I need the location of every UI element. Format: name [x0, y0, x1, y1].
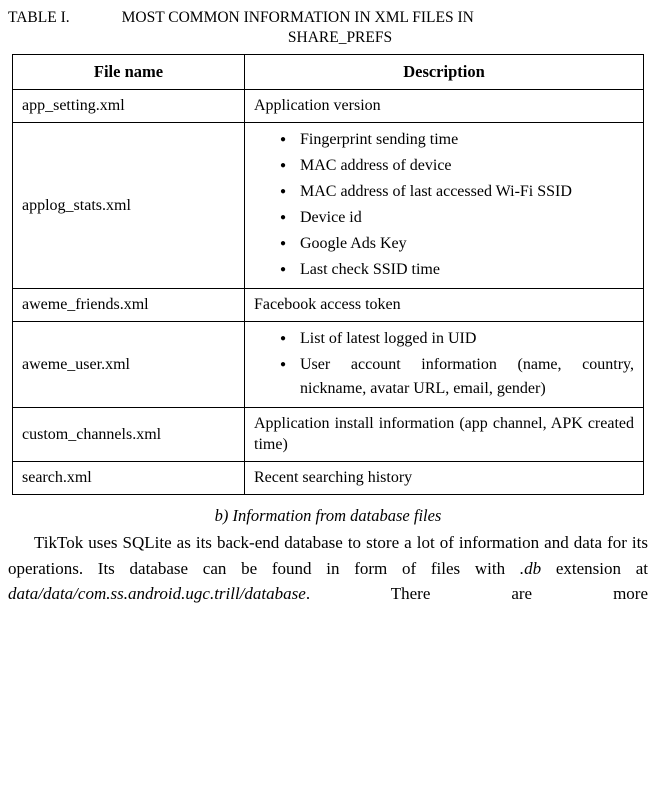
description-bullet-list: [254, 128, 634, 282]
table-header-row: [13, 55, 644, 90]
cell-file-name: applog_stats.xml: [13, 123, 245, 289]
list-item: ● MAC address of device: [280, 154, 634, 178]
xml-files-table: [12, 54, 644, 495]
cell-description: [245, 322, 644, 408]
cell-description: [245, 123, 644, 289]
table-row: [13, 408, 644, 462]
table-row: [13, 322, 644, 408]
cell-file-name: app_setting.xml: [13, 90, 245, 123]
list-item: ● List of latest logged in UID: [280, 327, 634, 351]
body-paragraph: [6, 530, 650, 607]
paragraph-text-part-1: TikTok uses SQLite as its back-end database to store a lot of information and data for its operations. Its database can be found in form of files with: [8, 533, 648, 578]
cell-description: Application install information (app channel, APK created time): [245, 408, 644, 462]
list-item: ● MAC address of last accessed Wi-Fi SSID: [280, 180, 634, 204]
description-bullet-list: [254, 327, 634, 401]
table-row: [13, 123, 644, 289]
cell-file-name: aweme_user.xml: [13, 322, 245, 408]
list-item: ● Google Ads Key: [280, 232, 634, 256]
list-item: ● Last check SSID time: [280, 258, 634, 282]
column-header-file-name: File name: [13, 55, 245, 90]
paragraph-italic-path: data/data/com.ss.android.ugc.trill/database: [8, 584, 306, 603]
column-header-description: Description: [245, 55, 644, 90]
table-caption-title: MOST COMMON INFORMATION IN XML FILES IN: [121, 9, 474, 26]
table-row: [13, 90, 644, 123]
table-row: [13, 462, 644, 495]
cell-file-name: aweme_friends.xml: [13, 289, 245, 322]
table-caption: [6, 8, 650, 48]
list-item: ● Fingerprint sending time: [280, 128, 634, 152]
list-item: ● Device id: [280, 206, 634, 230]
section-subheading: b) Information from database files: [214, 506, 442, 525]
cell-file-name: search.xml: [13, 462, 245, 495]
paragraph-text-part-2: extension at: [541, 558, 648, 578]
table-row: [13, 289, 644, 322]
cell-description: Facebook access token: [245, 289, 644, 322]
paragraph-text-part-3: . There are more: [305, 584, 648, 603]
list-item: ● User account information (name, country, nickname, avatar URL, email, gender): [280, 353, 634, 401]
paragraph-italic-db: .db: [519, 558, 542, 578]
table-caption-line-2: SHARE_PREFS: [287, 29, 393, 46]
cell-description: Recent searching history: [245, 462, 644, 495]
cell-file-name: custom_channels.xml: [13, 408, 245, 462]
table-caption-line-1: [6, 8, 650, 28]
table-caption-label: TABLE I.: [8, 9, 70, 26]
cell-description: Application version: [245, 90, 644, 123]
